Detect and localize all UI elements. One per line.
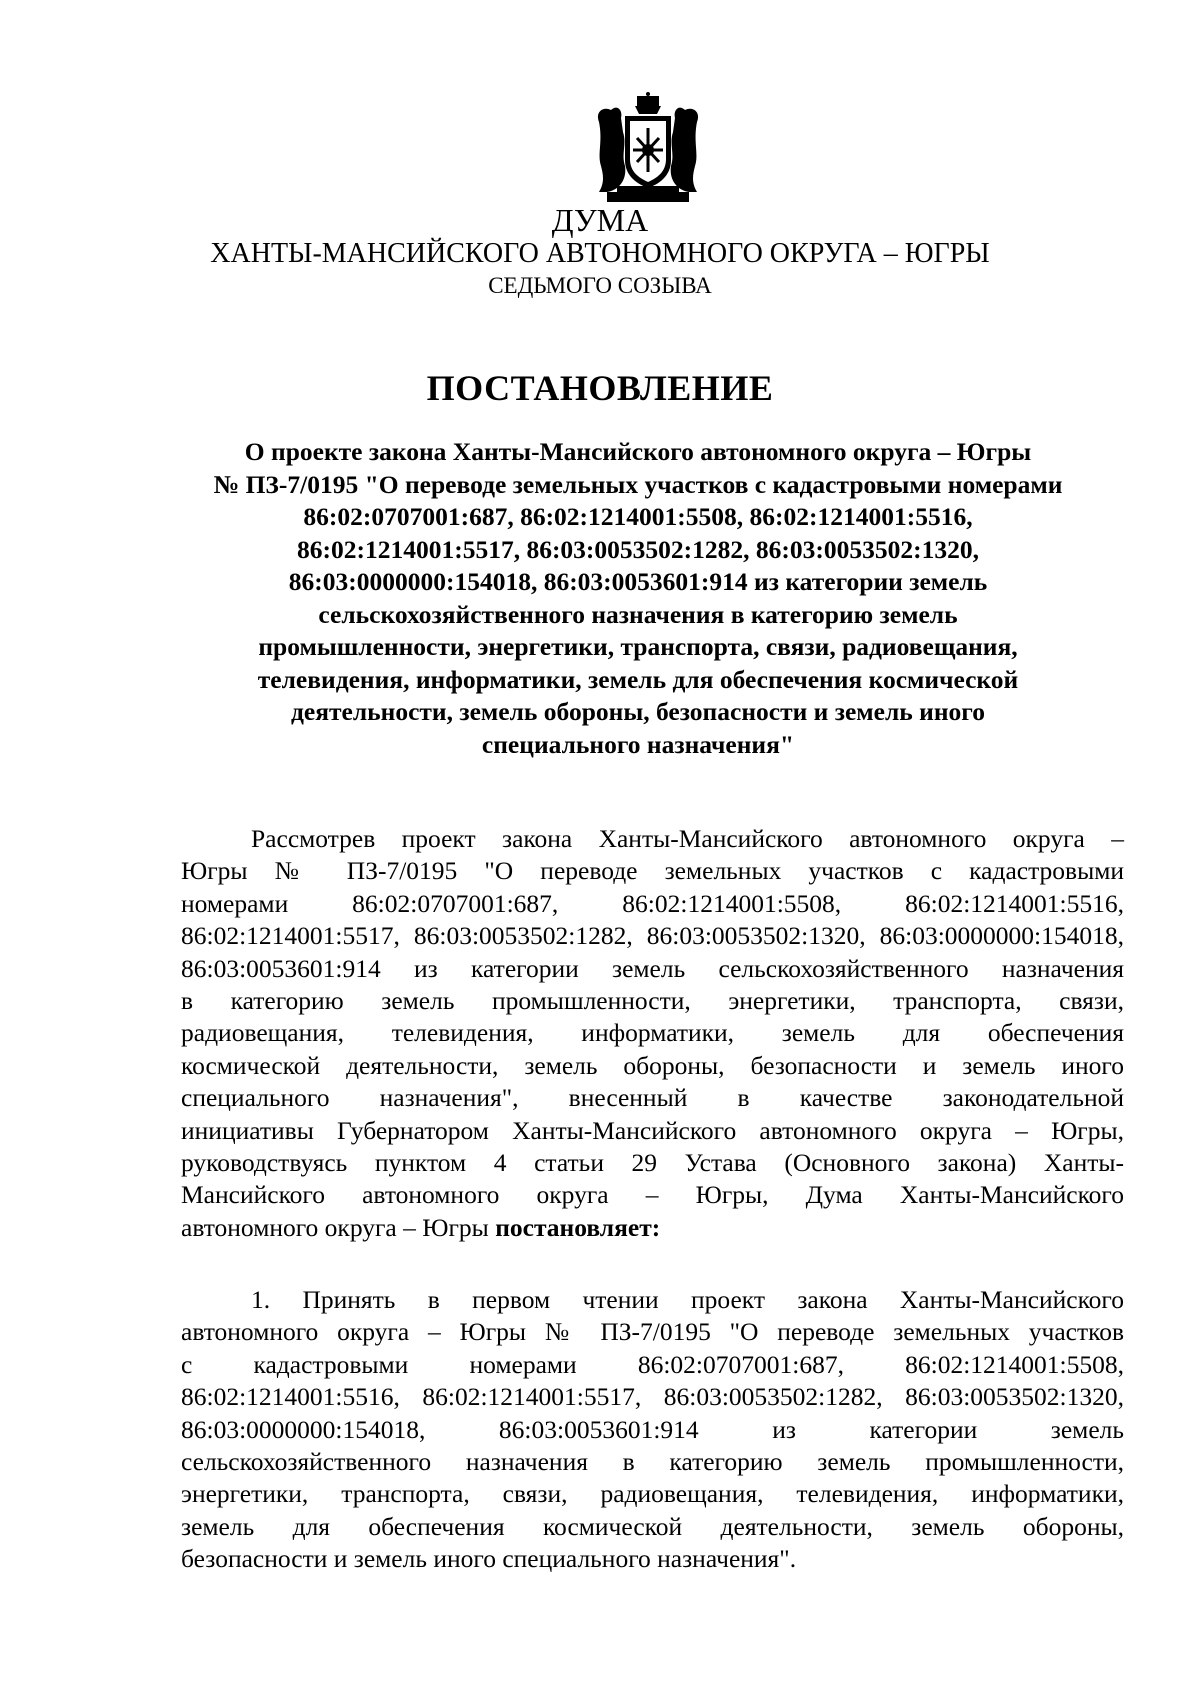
- title-line: 86:02:1214001:5517, 86:03:0053502:1282, 86:03:0053502:1320,: [296, 534, 980, 564]
- text-line: с кадастровыми номерами 86:02:0707001:687, 86:02:1214001:5508,: [181, 1349, 1124, 1379]
- text-line: номерами 86:02:0707001:687, 86:02:1214001:5508, 86:02:1214001:5516,: [181, 888, 1124, 918]
- title-line: О проекте закона Ханты-Мансийского автономного округа – Югры: [244, 437, 1032, 466]
- title-line: № ПЗ-7/0195 "О переводе земельных участков с кадастровыми номерами: [213, 469, 1063, 499]
- text-line: земель для обеспечения космической деятельности, земель обороны,: [181, 1511, 1124, 1541]
- resolution-item-1: [181, 1284, 1124, 1576]
- text-line: Рассмотрев проект закона Ханты-Мансийского автономного округа –: [251, 824, 1124, 853]
- text-line: Мансийского автономного округа – Югры, Дума Ханты-Мансийского: [181, 1180, 1124, 1210]
- text-line: 1. Принять в первом чтении проект закона Ханты-Мансийского: [251, 1285, 1124, 1314]
- text-line: 86:03:0000000:154018, 86:03:0053601:914 из категории земель: [181, 1414, 1124, 1444]
- convocation: СЕДЬМОГО СОЗЫВА: [488, 273, 712, 298]
- title-line: телевидения, информатики, земель для обеспечения космической: [257, 664, 1019, 694]
- title-line: деятельности, земель обороны, безопасности и земель иного: [290, 697, 985, 726]
- text-line: космической деятельности, земель обороны, безопасности и земель иного: [181, 1050, 1124, 1080]
- text-line: 86:03:0053601:914 из категории земель сельскохозяйственного назначения: [181, 953, 1124, 983]
- text-line: 86:02:1214001:5516, 86:02:1214001:5517, 86:03:0053502:1282, 86:03:0053502:1320,: [181, 1382, 1124, 1412]
- text-line: руководствуясь пунктом 4 статьи 29 Устава (Основного закона) Ханты-: [181, 1148, 1124, 1178]
- resolves-keyword: постановляет:: [495, 1212, 661, 1242]
- text-line-last: [181, 1212, 1124, 1244]
- text-line: в категорию земель промышленности, энергетики, транспорта, связи,: [181, 986, 1124, 1016]
- title-line: 86:03:0000000:154018, 86:03:0053601:914 из категории земель: [288, 567, 988, 596]
- text-line: безопасности и земель иного специального назначения".: [181, 1544, 797, 1574]
- text-fragment: автономного округа – Югры: [181, 1212, 489, 1242]
- preamble-paragraph: [181, 823, 1124, 1244]
- text-line: энергетики, транспорта, связи, радиовещания, телевидения, информатики,: [181, 1479, 1124, 1509]
- title-line: сельскохозяйственного назначения в категорию земель: [318, 599, 958, 629]
- title-line: специального назначения": [481, 729, 795, 759]
- text-line: 86:02:1214001:5517, 86:03:0053502:1282, 86:03:0053502:1320, 86:03:0000000:154018,: [181, 921, 1124, 951]
- document-title: [150, 436, 1126, 761]
- text-line: специального назначения", внесенный в качестве законодательной: [181, 1083, 1124, 1113]
- text-line: сельскохозяйственного назначения в категорию земель промышленности,: [181, 1447, 1124, 1477]
- org-full-name: ХАНТЫ-МАНСИЙСКОГО АВТОНОМНОГО ОКРУГА – ЮГРЫ: [210, 238, 990, 269]
- text-line: Югры № ПЗ-7/0195 "О переводе земельных участков с кадастровыми: [181, 856, 1124, 886]
- coat-of-arms-icon: [593, 92, 703, 204]
- title-line: промышленности, энергетики, транспорта, связи, радиовещания,: [258, 632, 1018, 661]
- text-line: радиовещания, телевидения, информатики, земель для обеспечения: [181, 1018, 1124, 1048]
- text-line: инициативы Губернатором Ханты-Мансийского автономного округа – Югры,: [181, 1115, 1124, 1145]
- org-name: ДУМА: [551, 202, 649, 238]
- title-line: 86:02:0707001:687, 86:02:1214001:5508, 86:02:1214001:5516,: [303, 502, 973, 531]
- document-type-heading: ПОСТАНОВЛЕНИЕ: [426, 368, 774, 408]
- text-line: автономного округа – Югры № ПЗ-7/0195 "О переводе земельных участков: [181, 1317, 1124, 1347]
